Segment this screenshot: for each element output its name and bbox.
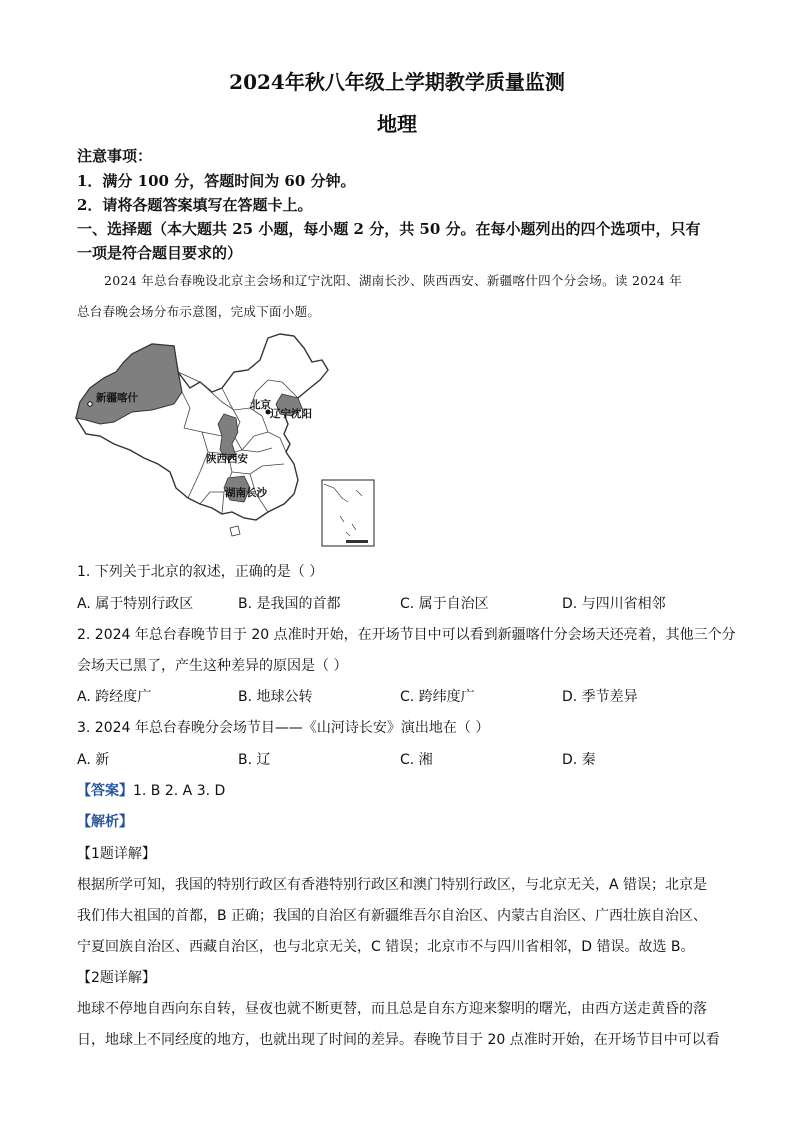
section-heading-cont: 一项是符合题目要求的） xyxy=(77,244,243,262)
detail-2-line: 地球不停地自西向东自转，昼夜也就不断更替，而且总是自东方迎来黎明的曙光，由西方送走黄昏的落 xyxy=(77,1001,707,1017)
intro-text: 2024 年总台春晚设北京主会场和辽宁沈阳、湖南长沙、陕西西安、新疆喀什四个分会场。读 2024 年 xyxy=(104,273,683,288)
question-2-option-a[interactable]: A. 跨经度广 xyxy=(77,689,152,705)
kashgar-marker xyxy=(88,402,92,406)
detail-2-line: 日，地球上不同经度的地方，也就出现了时间的差异。春晚节目于 20 点准时开始，在开场节目中可以看 xyxy=(77,1032,720,1048)
china-outline xyxy=(76,334,328,520)
question-3-option-b[interactable]: B. 辽 xyxy=(238,752,271,768)
notice-item: 2．请将各题答案填写在答题卡上。 xyxy=(77,196,313,214)
map-label-changsha: 湖南长沙 xyxy=(225,487,267,499)
question-2-option-b[interactable]: B. 地球公转 xyxy=(238,689,313,705)
detail-1-heading: 【1题详解】 xyxy=(77,846,156,862)
question-2-stem-cont: 会场天已黑了，产生这种差异的原因是（ ） xyxy=(77,658,348,674)
question-1-option-a[interactable]: A. 属于特别行政区 xyxy=(77,596,194,612)
question-2-option-c[interactable]: C. 跨纬度广 xyxy=(400,689,475,705)
question-1-option-b[interactable]: B. 是我国的首都 xyxy=(238,596,341,612)
notice-item: 1．满分 100 分，答题时间为 60 分钟。 xyxy=(77,172,356,190)
south-china-sea-inset xyxy=(322,480,374,546)
analysis-label: 【解析】 xyxy=(77,814,133,830)
answer-label: 【答案】 xyxy=(77,783,133,799)
china-map xyxy=(72,332,382,554)
hainan-island xyxy=(230,526,240,536)
page-title: 2024年秋八年级上学期教学质量监测 xyxy=(229,70,565,94)
question-1-option-d[interactable]: D. 与四川省相邻 xyxy=(562,596,666,612)
question-3-option-a[interactable]: A. 新 xyxy=(77,752,110,768)
detail-1-line: 宁夏回族自治区、西藏自治区，也与北京无关，C 错误；北京市不与四川省相邻，D 错误。故选 B。 xyxy=(77,939,695,955)
subject-title: 地理 xyxy=(377,112,417,136)
detail-1-line: 我们伟大祖国的首都，B 正确；我国的自治区有新疆维吾尔自治区、内蒙古自治区、广西壮族自治区、 xyxy=(77,908,708,924)
map-label-kashgar: 新疆喀什 xyxy=(96,392,138,404)
question-2-stem: 2. 2024 年总台春晚节目于 20 点准时开始，在开场节目中可以看到新疆喀什分会场天还亮着，其他三个分 xyxy=(77,627,736,643)
map-label-shenyang: 辽宁沈阳 xyxy=(270,408,312,420)
section-heading: 一、选择题（本大题共 25 小题，每小题 2 分，共 50 分。在每小题列出的四个选项中，只有 xyxy=(77,220,701,238)
question-3-option-d[interactable]: D. 秦 xyxy=(562,752,596,768)
question-3-stem: 3. 2024 年总台春晚分会场节目——《山河诗长安》演出地在（ ） xyxy=(77,720,490,736)
intro-text: 总台春晚会场分布示意图，完成下面小题。 xyxy=(77,304,321,319)
question-3-option-c[interactable]: C. 湘 xyxy=(400,752,433,768)
answer-text: 1. B 2. A 3. D xyxy=(133,783,226,799)
map-label-xian: 陕西西安 xyxy=(206,453,248,465)
map-label-beijing: 北京 xyxy=(250,399,271,411)
notice-heading: 注意事项： xyxy=(77,147,153,165)
answer-line xyxy=(77,780,225,800)
question-1-stem: 1. 下列关于北京的叙述，正确的是（ ） xyxy=(77,564,324,580)
detail-2-heading: 【2题详解】 xyxy=(77,970,156,986)
question-1-option-c[interactable]: C. 属于自治区 xyxy=(400,596,489,612)
detail-1-line: 根据所学可知，我国的特别行政区有香港特别行政区和澳门特别行政区，与北京无关，A 错误；北京是 xyxy=(77,877,708,893)
question-2-option-d[interactable]: D. 季节差异 xyxy=(562,689,638,705)
